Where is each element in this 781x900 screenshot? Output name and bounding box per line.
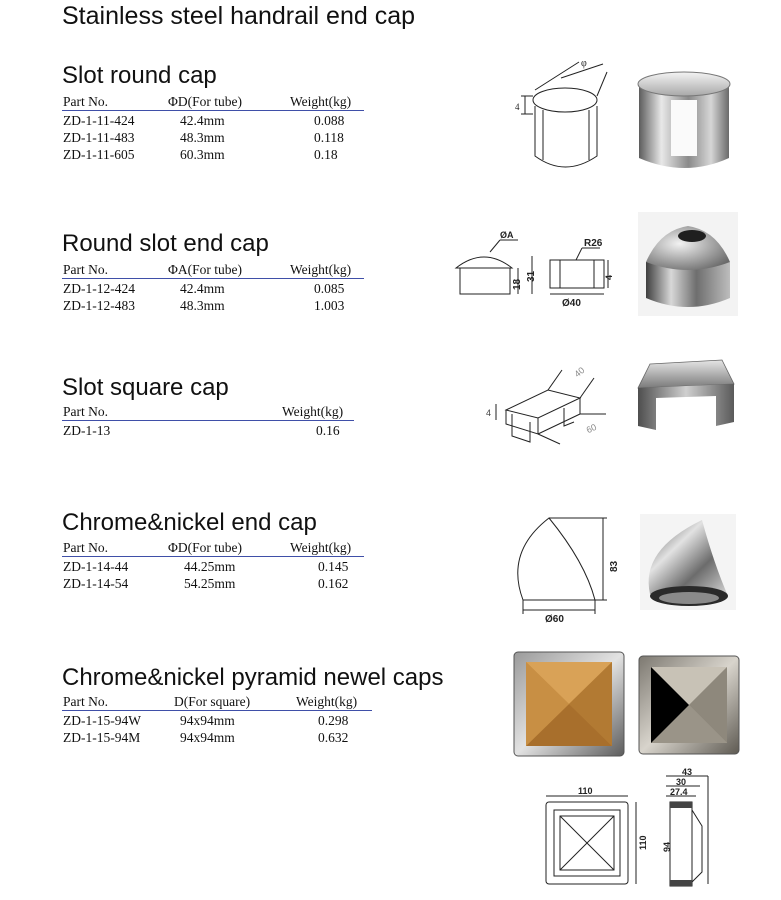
section-title-round-slot-end-cap: Round slot end cap bbox=[62, 230, 269, 257]
cell-weight: 0.632 bbox=[318, 730, 349, 745]
cell-diameter: 44.25mm bbox=[184, 559, 236, 574]
table-row bbox=[62, 559, 364, 576]
dim-label-60: 60 bbox=[584, 421, 598, 436]
table-row bbox=[62, 130, 364, 147]
table-row bbox=[62, 147, 364, 164]
dim-label-o40: Ø40 bbox=[562, 298, 581, 309]
cell-part-no: ZD-1-15-94W bbox=[63, 713, 141, 728]
section-title-pyramid-newel-caps: Chrome&nickel pyramid newel caps bbox=[62, 664, 444, 691]
table-row bbox=[62, 576, 364, 593]
cell-part-no: ZD-1-11-424 bbox=[63, 113, 135, 128]
dim-label-94: 94 bbox=[662, 841, 672, 852]
dim-label-18: 18 bbox=[512, 278, 523, 290]
table-row bbox=[62, 298, 364, 315]
spec-table-slot-square-cap bbox=[62, 404, 354, 440]
header-weight: Weight(kg) bbox=[282, 404, 344, 419]
dim-label-83: 83 bbox=[609, 560, 620, 572]
dim-label-oa: ØA bbox=[500, 230, 514, 240]
header-diameter: ΦD(For tube) bbox=[168, 540, 242, 555]
header-diameter: ΦA(For tube) bbox=[168, 262, 242, 277]
dim-label-30: 30 bbox=[676, 777, 687, 787]
cell-part-no: ZD-1-14-54 bbox=[63, 576, 129, 591]
cell-part-no: ZD-1-11-483 bbox=[63, 130, 135, 145]
cell-diameter: 60.3mm bbox=[180, 147, 225, 162]
dim-label-r26: R26 bbox=[584, 238, 603, 249]
cell-size: 94x94mm bbox=[180, 713, 235, 728]
header-weight: Weight(kg) bbox=[290, 262, 352, 277]
section-title-chrome-nickel-end-cap: Chrome&nickel end cap bbox=[62, 509, 317, 536]
pyramid-cap-drawing bbox=[540, 766, 730, 894]
cell-weight: 0.118 bbox=[314, 130, 344, 145]
cell-diameter: 54.25mm bbox=[184, 576, 236, 591]
header-part-no: Part No. bbox=[63, 694, 108, 709]
cell-weight: 0.088 bbox=[314, 113, 345, 128]
cell-part-no: ZD-1-11-605 bbox=[63, 147, 135, 162]
dim-label-4c: 4 bbox=[486, 408, 492, 418]
cell-weight: 0.162 bbox=[318, 576, 349, 591]
dim-label-o60: Ø60 bbox=[545, 614, 564, 625]
spec-table-round-slot-end-cap bbox=[62, 262, 364, 315]
cell-part-no: ZD-1-12-483 bbox=[63, 298, 135, 313]
pyramid-cap-metal-photo bbox=[637, 654, 741, 756]
header-part-no: Part No. bbox=[63, 262, 108, 277]
header-weight: Weight(kg) bbox=[290, 540, 352, 555]
table-header bbox=[62, 540, 364, 557]
cell-part-no: ZD-1-15-94M bbox=[63, 730, 141, 745]
spec-table-slot-round-cap bbox=[62, 94, 364, 164]
cell-diameter: 42.4mm bbox=[180, 113, 225, 128]
cell-weight: 0.16 bbox=[316, 423, 340, 438]
table-header bbox=[62, 94, 364, 111]
cell-weight: 0.085 bbox=[314, 281, 345, 296]
cell-diameter: 42.4mm bbox=[180, 281, 225, 296]
dim-label-31: 31 bbox=[526, 270, 537, 282]
header-diameter: ΦD(For tube) bbox=[168, 94, 242, 109]
dim-label-110-top: 110 bbox=[578, 786, 593, 796]
round-slot-end-cap-photo bbox=[638, 212, 738, 316]
header-part-no: Part No. bbox=[63, 94, 108, 109]
dim-label-4b: 4 bbox=[604, 274, 614, 280]
table-row bbox=[62, 730, 372, 747]
cell-size: 94x94mm bbox=[180, 730, 235, 745]
cell-weight: 0.145 bbox=[318, 559, 349, 574]
dim-label-phi: φ bbox=[581, 58, 587, 69]
round-slot-end-cap-drawing bbox=[450, 230, 615, 315]
slot-round-cap-drawing bbox=[515, 52, 615, 180]
slot-square-cap-drawing bbox=[482, 362, 616, 448]
table-header bbox=[62, 262, 364, 279]
table-row bbox=[62, 113, 364, 130]
cell-part-no: ZD-1-14-44 bbox=[63, 559, 129, 574]
cell-weight: 0.298 bbox=[318, 713, 349, 728]
table-header bbox=[62, 404, 354, 421]
cell-weight: 0.18 bbox=[314, 147, 338, 162]
cell-diameter: 48.3mm bbox=[180, 130, 225, 145]
slot-round-cap-photo bbox=[633, 66, 738, 176]
dim-label-40: 40 bbox=[572, 365, 587, 380]
spec-table-chrome-nickel-end-cap bbox=[62, 540, 364, 593]
cell-part-no: ZD-1-13 bbox=[63, 423, 111, 438]
page-title: Stainless steel handrail end cap bbox=[62, 2, 416, 30]
spec-table-pyramid-newel-caps bbox=[62, 694, 372, 747]
section-title-slot-square-cap: Slot square cap bbox=[62, 374, 229, 401]
table-row bbox=[62, 281, 364, 298]
dim-label-27-4: 27.4 bbox=[670, 787, 688, 797]
chrome-nickel-end-cap-drawing bbox=[505, 512, 625, 624]
table-row bbox=[62, 713, 372, 730]
cell-part-no: ZD-1-12-424 bbox=[63, 281, 135, 296]
header-part-no: Part No. bbox=[63, 404, 108, 419]
header-weight: Weight(kg) bbox=[296, 694, 358, 709]
header-size: D(For square) bbox=[174, 694, 251, 709]
cell-diameter: 48.3mm bbox=[180, 298, 225, 313]
table-header bbox=[62, 694, 372, 711]
dim-label-43: 43 bbox=[682, 767, 693, 777]
header-weight: Weight(kg) bbox=[290, 94, 352, 109]
chrome-nickel-end-cap-photo bbox=[640, 514, 736, 610]
dim-label-110-side: 110 bbox=[638, 835, 648, 850]
pyramid-cap-wood-photo bbox=[512, 650, 626, 758]
table-row bbox=[62, 423, 354, 440]
slot-square-cap-photo bbox=[636, 354, 736, 438]
cell-weight: 1.003 bbox=[314, 298, 345, 313]
header-part-no: Part No. bbox=[63, 540, 108, 555]
dim-label-4: 4 bbox=[515, 102, 520, 112]
section-title-slot-round-cap: Slot round cap bbox=[62, 62, 217, 89]
